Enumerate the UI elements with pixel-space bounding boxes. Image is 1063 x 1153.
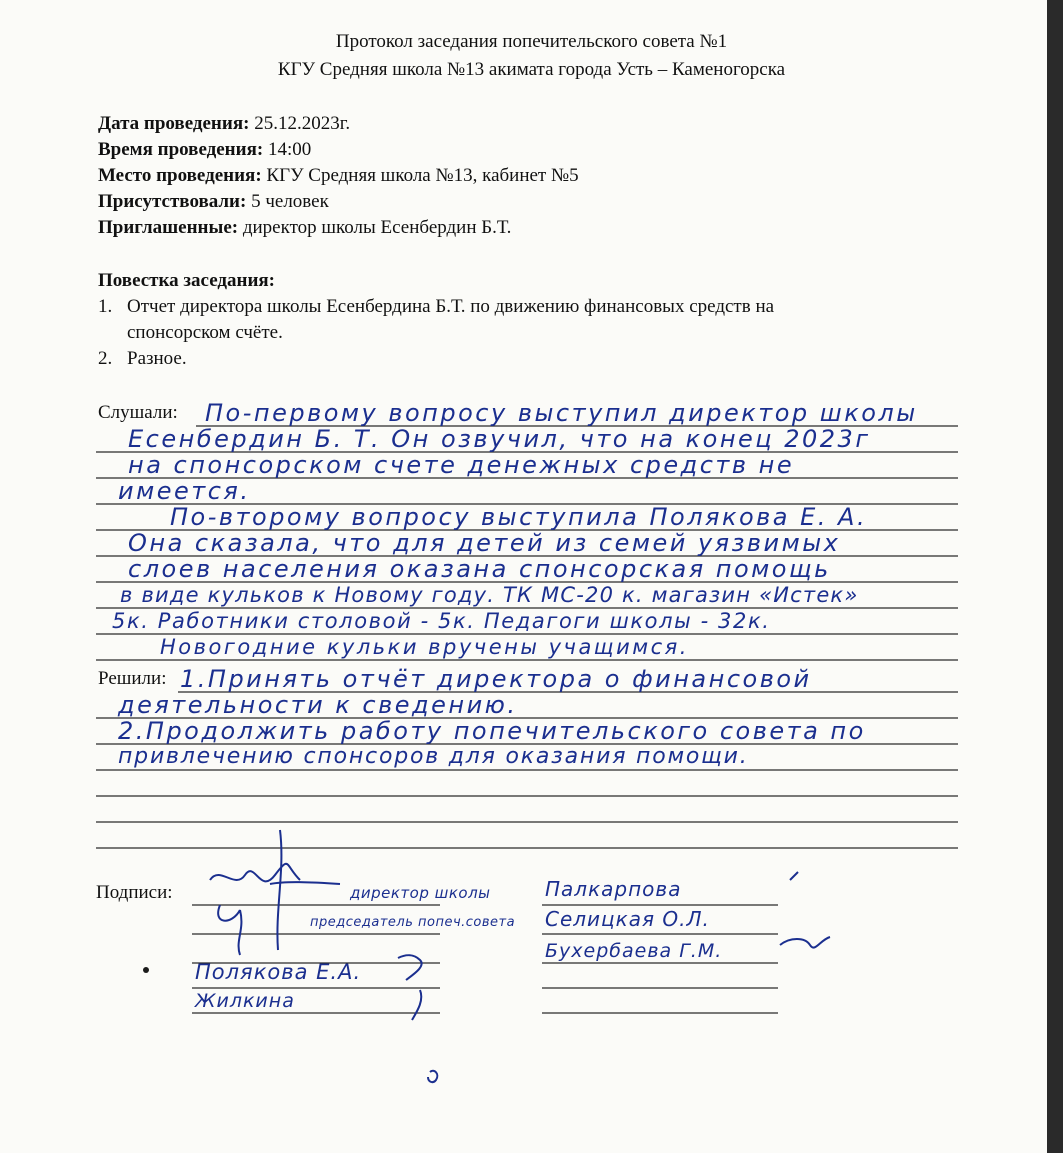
signature-role-director: директор школы [350,884,491,902]
signature-role-chair: председатель попеч.совета [310,915,516,930]
signature-name-5: Жилкина [195,990,295,1012]
signature-name-1: Палкарпова [545,877,682,901]
date-value: 25.12.2023г. [254,113,351,134]
school-name: КГУ Средняя школа №13 акимата города Усть – Каменогорска [277,59,786,80]
agenda-item-2: Разное. [127,348,187,369]
listened-line-4: имеется. [118,477,251,505]
decided-line-2: деятельности к сведению. [118,691,518,719]
ink-mark [428,1071,437,1082]
date-label: Дата проведения: [98,113,250,134]
decided-line-4: привлечению спонсоров для оказания помощи. [118,744,749,769]
agenda-item-2-number: 2. [98,348,113,369]
signature-name-2: Селицкая О.Л. [545,907,710,931]
signatures-label: Подписи: [96,882,173,903]
ink-dot [143,967,149,973]
signature-name-3: Бухербаева Г.М. [545,940,723,962]
listened-line-2: Есенбердин Б. Т. Он озвучил, что на конец 2023г [128,425,871,453]
listened-line-8: в виде кульков к Новому году. ТК МС-20 к. магазин «Истек» [120,583,859,607]
signature-scribble-2 [270,882,340,884]
place-label: Место проведения: [98,165,262,186]
agenda-item-1: Отчет директора школы Есенбердина Б.Т. по движению финансовых средств на [127,296,775,317]
time-value: 14:00 [267,139,312,160]
listened-line-10: Новогодние кульки вручены учащимся. [160,635,689,659]
agenda-item-1-number: 1. [98,296,113,317]
invited-label: Приглашенные: [98,217,239,238]
decided-label: Решили: [98,668,167,689]
listened-line-1: По-первому вопросу выступил директор школы [205,399,918,427]
signature-scribble-3 [780,872,830,948]
decided-line-1: 1.Принять отчёт директора о финансовой [180,665,812,693]
time-label: Время проведения: [98,139,264,160]
signature-name-4: Полякова Е.А. [195,960,362,984]
agenda-item-1-cont: спонсорском счёте. [127,322,283,343]
place-value: КГУ Средняя школа №13, кабинет №5 [266,165,579,186]
listened-line-3: на спонсорском счете денежных средств не [128,451,795,479]
listened-label: Слушали: [98,402,178,423]
listened-line-5: По-второму вопросу выступила Полякова Е. А. [170,503,868,531]
decided-line-3: 2.Продолжить работу попечительского совета по [118,717,866,745]
signature-scribble-1 [210,830,300,955]
invited-value: директор школы Есенбердин Б.Т. [242,217,512,238]
listened-line-6: Она сказала, что для детей из семей уязвимых [128,529,841,557]
present-label: Присутствовали: [98,191,247,212]
agenda-title: Повестка заседания: [98,270,276,291]
listened-line-7: слоев населения оказана спонсорская помощь [128,555,831,583]
protocol-title: Протокол заседания попечительского совета №1 [335,31,728,52]
listened-line-9: 5к. Работники столовой - 5к. Педагоги школы - 32к. [112,609,771,633]
present-value: 5 человек [251,191,329,212]
